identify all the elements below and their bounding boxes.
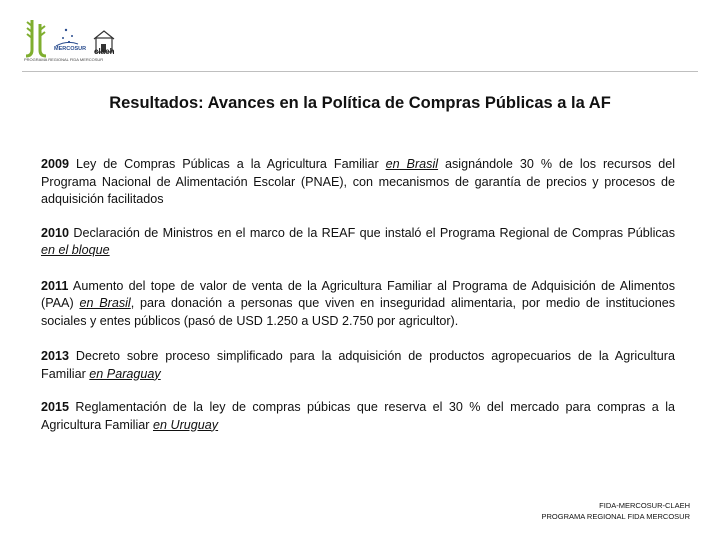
item-text: Ley de Compras Públicas a la Agricultura Familiar (69, 157, 386, 171)
footer-line-2: PROGRAMA REGIONAL FIDA MERCOSUR (541, 512, 690, 521)
list-item (41, 278, 675, 331)
mercosur-badge: MERCOSUR (54, 46, 87, 52)
item-text: Reglamentación de la ley de compras púbicas que reserva el 30 % del mercado para compras a la Agricultura Familiar (41, 400, 675, 432)
item-year: 2009 (41, 157, 70, 171)
item-year: 2015 (41, 400, 70, 414)
list-item (41, 399, 675, 434)
claeh-brand: claeh (94, 47, 115, 56)
item-country-link[interactable]: en Uruguay (152, 417, 219, 432)
item-text-continued: , para donación a personas que viven en inseguridad alimentaria, por medio de instituciones sociales y entes públicos (pasó de USD 1.250 a USD 2.750 por agricultor). (41, 296, 675, 328)
results-list (41, 156, 675, 450)
footer-credits (542, 500, 691, 522)
header-divider (22, 71, 698, 72)
item-country-link[interactable]: en Brasil (385, 157, 439, 171)
item-country-link[interactable]: en Paraguay (89, 366, 161, 381)
item-text: Declaración de Ministros en el marco de la REAF que instaló el Programa Regional de Compras Públicas (69, 225, 675, 240)
header-logo (22, 16, 132, 66)
list-item (41, 225, 675, 260)
footer-line-1: FIDA-MERCOSUR-CLAEH (599, 501, 690, 510)
item-country-link[interactable]: en Brasil (79, 296, 131, 310)
item-year: 2013 (41, 349, 70, 363)
item-text-continued: asignándole 30 % de los recursos del Programa Nacional de Alimentación Escolar (PNAE), con mecanismos de garantía de precios y procesos de adquisición facilitados (41, 157, 675, 206)
list-item (41, 348, 675, 383)
slide-title: Resultados: Avances en la Política de Compras Públicas a la AF (109, 94, 611, 112)
item-year: 2011 (41, 278, 69, 293)
list-item (41, 156, 675, 209)
item-country-link[interactable]: en el bloque (41, 243, 110, 257)
logo-tagline: PROGRAMA REGIONAL FIDA MERCOSUR (24, 57, 104, 62)
item-year: 2010 (41, 225, 70, 240)
item-text: Decreto sobre proceso simplificado para la adquisición de productos agropecuarios de la Agricultura Familiar (41, 349, 675, 381)
item-text: Aumento del tope de valor de venta de la Agricultura Familiar al Programa de Adquisición de Alimentos (PAA) (41, 278, 675, 310)
